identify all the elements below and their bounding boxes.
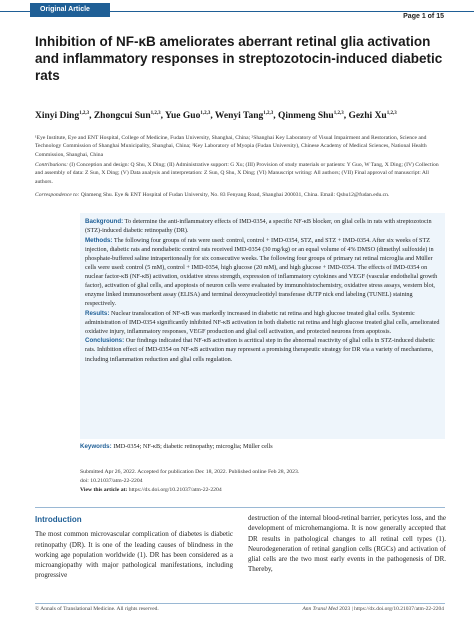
submission-dates: Submitted Apr 26, 2022. Accepted for publication Dec 18, 2022. Published online Feb 28, 2023. [80,469,300,475]
page-number: Page 1 of 15 [403,13,444,20]
article-title: Inhibition of NF-κB ameliorates aberrant retinal glia activation and inflammatory responses in streptozotocin-induced diabetic rats [35,34,443,83]
author-name: Zhongcui Sun [93,111,151,122]
intro-right-column [248,513,446,575]
methods-text: The following four groups of rats were used: control, control + IMD-0354, STZ, and STZ + IMD-0354. After six weeks of STZ injection, diabetic rats and nondiabetic control rats received IMD-0354 (30 mg/kg) or an equal volume of 4% DMSO (dimethyl sulfoxide) in phosphate-buffered saline intraperitoneally for six consecutive weeks. The following four groups of primary rat retinal microglia and Müller cells were used: control (5 mM), control + IMD-0354, high glucose (20 mM), and high glucose + IMD-0354. The effects of IMD-0354 on nuclear factor-κB (NF-κB) activation, oxidative stress strength, expression of inflammatory cytokines and VEGF (vascular endothelial growth factor), activation of glial cells, and apoptosis of neuron cells were evaluated by immunohistochemistry, oxidative stress assays, western blot, enzyme linked immunosorbent assay (ELISA) and terminal deoxynucleotidyl transferase dUTP nick end labeling (TUNEL) staining respectively. [85,236,438,308]
author-name: Yue Guo [165,111,201,122]
author-affiliation-marker: 1,2,3 [79,111,90,116]
keywords-label: Keywords: [80,443,112,450]
results-text: Nuclear translocation of NF-κB was markedly increased in diabetic rat retina and high glucose treated glial cells. Systemic administration of IMD-0354 significantly inhibited NF-κB activation in both diabetic rat retina and high glucose treated glial cells, ameliorated oxidative injury, inflammatory responses, VEGF production and glial cell activation, and protected neurons from apoptosis. [85,309,440,335]
conclusions-text: Our findings indicated that NF-κB activation is acritical step in the abnormal reactivity of glial cells in STZ-induced diabetic rats. Inhibition effect of IMD-0354 on NF-κB activation may represent a promising therapeutic strategy for DR via a variety of mechanisms, including inflammation reduction and glial cells regulation. [85,337,435,363]
methods-label: Methods: [85,236,113,244]
results-label: Results: [85,309,110,317]
author-affiliation-marker: 1,2,3 [386,111,397,116]
author-name: Qinmeng Shu [278,111,334,122]
keywords [80,442,445,451]
page-header [0,0,474,18]
author-affiliation-marker: 1,2,3 [263,111,274,116]
contributions [35,161,445,186]
author-name: Wenyi Tang [214,111,264,122]
author-affiliation-marker: 1,2,3 [333,111,344,116]
abstract-box [80,213,445,439]
keywords-text: IMD-0354; NF-κB; diabetic retinopathy; microglia; Müller cells [111,443,273,450]
doi-line: doi: 10.21037/atm-22-2204 [80,477,143,484]
contributions-text: (I) Conception and design: Q Shu, X Ding; (II) Administrative support: G Xu; (III) Provision of study materials or patients: Y Guo, W Tang, X Ding; (IV) Collection and assembly of data: Z Sun, X Ding; (V) Data analysis and interpretation: Z Sun, Q Shu, X Ding; (VI) Manuscript writing: All authors; (VII) Final approval of manuscript: All authors. [35,162,439,185]
abstract-background [85,217,441,235]
author-name: Gezhi Xu [348,111,387,122]
section-divider [35,507,445,508]
abstract-conclusions [85,336,441,363]
footer-rule [35,603,445,604]
background-text: To determine the anti-inflammatory effects of IMD-0354, a specific NF-κB blocker, on glial cells in rats with streptozotocin (STZ)-induced diabetic retinopathy (DR). [85,218,432,235]
affiliations: ¹Eye Institute, Eye and ENT Hospital, College of Medicine, Fudan University, Shanghai, China; ²Shanghai Key Laboratory of Visual Impairment and Restoration, Science and Technology Commission of Shanghai Municipality, Shanghai, China; ³Key Laboratory of Myopia (Fudan University), Chinese Academy of Medical Sciences, National Health Commission, Shanghai, China [35,135,427,158]
intro-left-text: The most common microvascular complication of diabetes is diabetic retinopathy (DR). It is one of the leading causes of blindness in the working age population worldwide (1). DR has been considered as a microangiopathy with major pathological manifestations, including progressive [35,530,233,580]
abstract-results [85,309,441,336]
publication-dates [80,468,445,495]
contributions-label: Contributions: [35,162,68,168]
journal-doi: 2023 | https://dx.doi.org/10.21037/atm-22-2204 [337,606,444,612]
article-type-badge: Original Article [30,3,110,17]
copyright: © Annals of Translational Medicine. All rights reserved. [35,606,159,612]
correspondence-text: Qinmeng Shu. Eye & ENT Hospital of Fudan University, No. 83 Fenyang Road, Shanghai 200031, China. Email: Qshu12@fudan.edu.cn. [79,192,390,198]
author-affiliation-marker: 1,2,3 [150,111,161,116]
author-name: Xinyi Ding [35,111,80,122]
conclusions-label: Conclusions: [85,337,125,345]
journal-citation [302,606,444,612]
view-article-label: View this article at: [80,486,128,493]
author-affiliation-marker: 1,2,3 [200,111,211,116]
author-list: Xinyi Ding$^{1,2,3}$, Zhongcui Sun$^{1,2,3}$, Yue Guo$^{1,2,3}$, Wenyi Tang$^{1,2,3}$, Qinmeng Shu$^{1,2,3}$, Gezhi Xu$^{1,2,3}$ [35,111,397,122]
background-label: Background: [85,218,124,225]
abstract-methods [85,236,441,309]
view-article-link[interactable]: https://dx.doi.org/10.21037/atm-22-2204 [127,486,222,493]
intro-right-text: destruction of the internal blood-retinal barrier, pericytes loss, and the development of microhemangioma. It is now generally accepted that DR results in pathological changes to all retinal cell types (1). Neurodegeneration of retinal ganglion cells (RGCs) and activation of glial cells are the two most early events in the pathogenesis of DR. Thereby, [248,514,446,574]
journal-name: Ann Transl Med [302,606,338,612]
correspondence [35,191,445,199]
view-article-line [80,486,445,495]
introduction-heading: Introduction [35,515,82,524]
correspondence-label: Correspondence to: [35,192,80,198]
intro-left-column [35,515,233,581]
